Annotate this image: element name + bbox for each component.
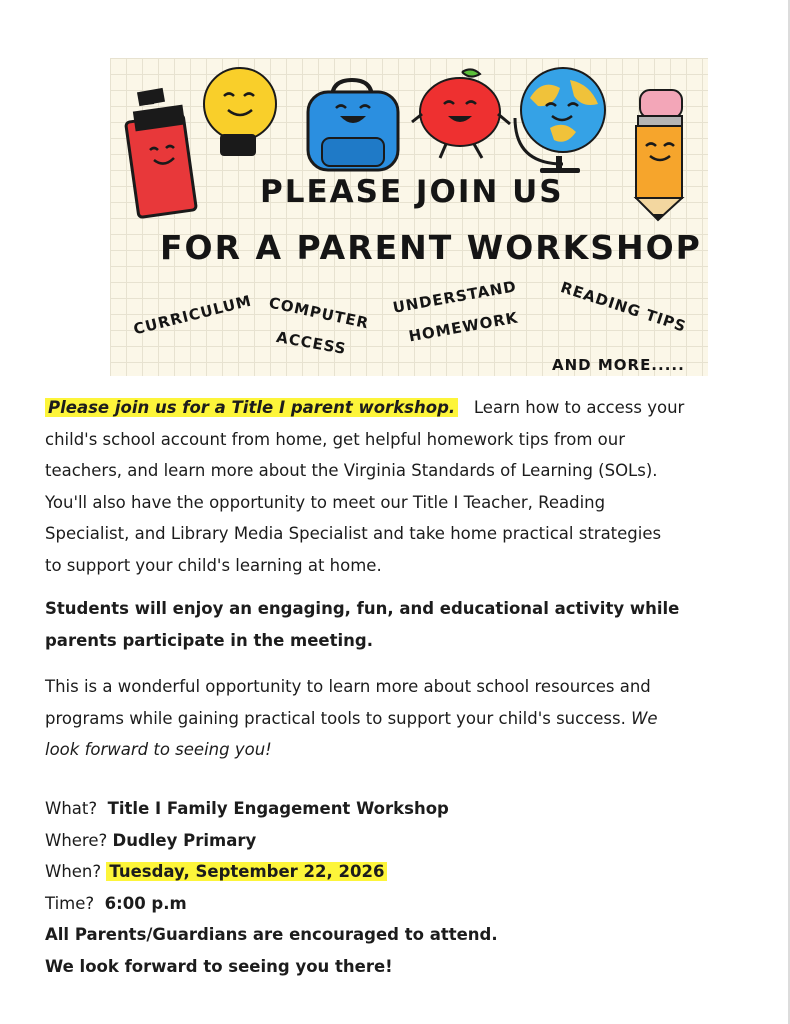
- where-value: Dudley Primary: [112, 830, 257, 850]
- intro-line-3: teachers, and learn more about the Virginia Standards of Learning (SOLs).: [45, 461, 658, 480]
- intro-line-6: to support your child's learning at home.: [45, 555, 382, 575]
- highlighter-icon: [126, 88, 197, 218]
- opportunity-line-3: look forward to seeing you!: [45, 740, 272, 759]
- detail-time: [45, 888, 745, 920]
- tag-understand: UNDERSTAND: [391, 277, 519, 317]
- intro-line-1-rest: Learn how to access your: [473, 398, 685, 417]
- intro-line-2: child's school account from home, get helpful homework tips from our: [45, 429, 625, 449]
- intro-line-4: You'll also have the opportunity to meet our Title I Teacher, Reading: [45, 492, 606, 512]
- what-label: What?: [45, 799, 98, 818]
- intro-line-5: Specialist, and Library Media Specialist and take home practical strategies: [45, 524, 662, 543]
- banner-heading-line2: FOR A PARENT WORKSHOP: [160, 228, 702, 267]
- closing-text: We look forward to seeing you there!: [45, 956, 393, 976]
- when-value: Tuesday, September 22, 2026: [106, 862, 387, 881]
- students-paragraph: [45, 593, 745, 656]
- intro-paragraph: [45, 392, 745, 581]
- event-details: [45, 793, 745, 982]
- time-label: Time?: [45, 893, 95, 913]
- where-label: Where?: [45, 830, 108, 850]
- time-value: 6:00 p.m: [104, 893, 187, 913]
- tag-access: ACCESS: [274, 327, 348, 359]
- opportunity-line-1: This is a wonderful opportunity to learn more about school resources and: [45, 677, 651, 696]
- when-label: When?: [45, 862, 102, 881]
- tag-computer: COMPUTER: [267, 293, 371, 333]
- globe-icon: [515, 68, 605, 173]
- intro-highlight: Please join us for a Title I parent workshop.: [45, 398, 458, 417]
- workshop-banner: [110, 58, 708, 376]
- students-line-1: Students will enjoy an engaging, fun, and educational activity while: [45, 599, 680, 618]
- banner-heading-line1: PLEASE JOIN US: [260, 174, 564, 210]
- tag-homework: HOMEWORK: [407, 308, 520, 346]
- tag-reading-tips: READING TIPS: [558, 278, 689, 336]
- detail-what: [45, 793, 745, 825]
- apple-icon: [412, 69, 510, 158]
- intro-line-1: [45, 392, 745, 424]
- opportunity-line-2a: programs while gaining practical tools to support your child's success.: [45, 708, 626, 728]
- tag-curriculum: CURRICULUM: [131, 291, 254, 339]
- students-line-2: parents participate in the meeting.: [45, 630, 373, 650]
- encourage-text: All Parents/Guardians are encouraged to attend.: [45, 925, 498, 944]
- opportunity-paragraph: [45, 671, 745, 766]
- opportunity-line-2b: We: [631, 708, 658, 728]
- opportunity-line-2: [45, 703, 745, 735]
- pencil-icon: [636, 90, 682, 220]
- detail-where: [45, 825, 745, 857]
- detail-when: [45, 856, 745, 888]
- backpack-icon: [308, 80, 398, 170]
- what-value: Title I Family Engagement Workshop: [107, 799, 449, 818]
- tag-and-more: AND MORE.....: [552, 356, 685, 374]
- lightbulb-icon: [204, 68, 276, 156]
